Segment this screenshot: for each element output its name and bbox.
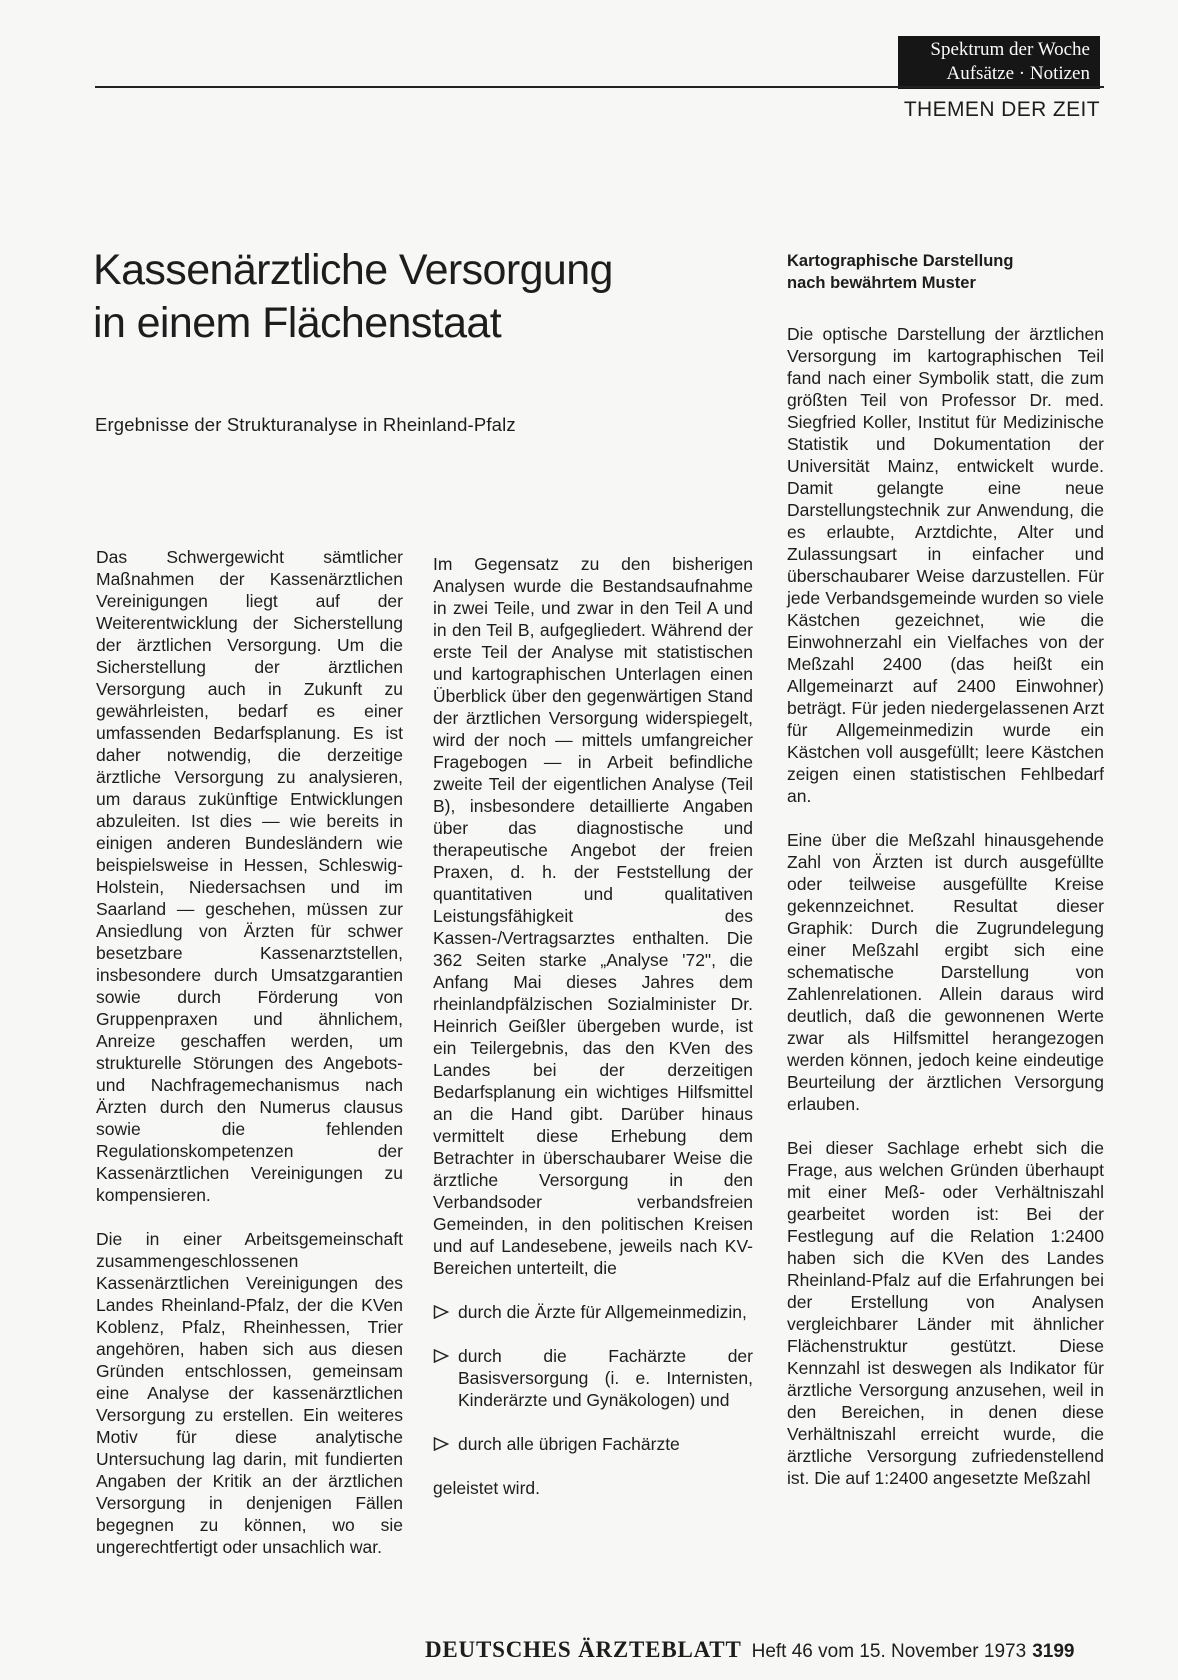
paragraph: Das Schwergewicht sämtlicher Maßnahmen der Kassenärztlichen Vereinigungen liegt auf der Weiterentwicklung der Sicherstellung der ärztlichen Versorgung. Um die Sicherstellung der ärztlichen Versorgung auch in Zukunft zu gewährleisten, bedarf es einer umfassenden Bedarfsplanung. Es ist daher notwendig, die derzeitige ärztliche Versorgung zu analysieren, um daraus zukünftige Entwicklungen abzuleiten. Ist dies — wie bereits in einigen anderen Bundesländern wie beispielsweise in Hessen, Schleswig-Holstein, Niedersachsen und im Saarland — geschehen, müssen zur Ansiedlung von Ärzten für schwer besetzbare Kassenarztstellen, insbesondere durch Umsatzgarantien sowie durch Förderung von Gruppenpraxen und ähnlichem, Anreize geschaffen werden, um strukturelle Störungen des Angebots- und Nachfragemechanismus nach Ärzten durch den Numerus clausus sowie die fehlenden Regulationskompetenzen der Kassenärztlichen Vereinigungen zu kompensieren. (96, 547, 403, 1205)
bullet-text: durch die Ärzte für Allgemeinmedizin, (458, 1302, 747, 1322)
paragraph: Im Gegensatz zu den bisherigen Analysen wurde die Bestandsaufnahme in zwei Teile, und zwar in den Teil A und in den Teil B, aufgegliedert. Während der erste Teil der Analyse mit statistischen und kartographischen Unterlagen einen Überblick über den gegenwärtigen Stand der ärztlichen Versorgung widerspiegelt, wird der noch — mittels umfangreicher Fragebogen — in Arbeit befindliche zweite Teil der eigentlichen Analyse (Teil B), insbesondere detaillierte Angaben über das diagnostische und therapeutische Angebot der freien Praxen, d. h. der Feststellung der quantitativen und qualitativen Leistungsfähigkeit des Kassen-/Vertragsarztes enthalten. Die 362 Seiten starke „Analyse '72", die Anfang Mai dieses Jahres dem rheinlandpfälzischen Sozialminister Dr. Heinrich Geißler übergeben wurde, ist ein Teilergebnis, das den KVen des Landes bei der derzeitigen Bedarfsplanung ein wichtiges Hilfsmittel an die Hand gibt. Darüber hinaus vermittelt diese Erhebung dem Betrachter in überschaubarer Weise die ärztliche Versorgung in den Verbandsoder verbandsfreien Gemeinden, in den politischen Kreisen und auf Landesebene, jeweils nach KV-Bereichen unterteilt, die (433, 554, 753, 1278)
issue-info: Heft 46 vom 15. November 1973 (751, 1641, 1027, 1662)
section-label-line1: Spektrum der Woche (930, 39, 1090, 60)
bullet-text: durch alle übrigen Fachärzte (458, 1434, 680, 1454)
text-column-3 (787, 323, 1104, 1489)
bullet-text: durch die Fachärzte der Basisversorgung (i. e. Internisten, Kinderärzte und Gynäkologen) und (458, 1346, 753, 1410)
paragraph: Die in einer Arbeitsgemeinschaft zusammengeschlossenen Kassenärztlichen Vereinigungen des Landes Rheinland-Pfalz, der die KVen Koblenz, Pfalz, Rheinhessen, Trier angehören, haben sich aus diesen Gründen entschlossen, gemeinsam eine Analyse der kassenärztlichen Versorgung zu erstellen. Ein weiteres Motiv für diese analytische Untersuchung lag darin, mit fundierten Angaben der Kritik an der ärztlichen Versorgung in denjenigen Fällen begegnen zu können, wo sie ungerechtfertigt oder unsachlich war. (96, 1229, 403, 1557)
header-rule (95, 86, 1104, 88)
column-subheading (787, 250, 1107, 294)
article-title (93, 244, 733, 350)
triangle-bullet-icon (433, 1433, 458, 1451)
article-title-line2: in einem Flächenstaat (93, 299, 502, 347)
journal-name: DEUTSCHES ÄRZTEBLATT (425, 1637, 742, 1662)
topic-heading: THEMEN DER ZEIT (903, 98, 1100, 121)
paragraph: Die optische Darstellung der ärztlichen Versorgung im kartographischen Teil fand nach einer Symbolik statt, die zum größten Teil von Professor Dr. med. Siegfried Koller, Institut für Medizinische Statistik und Dokumentation der Universität Mainz, entwickelt wurde. Damit gelangte eine neue Darstellungstechnik zur Anwendung, die es erlaubte, Arztdichte, Alter und Zulassungsart in einfacher und überschaubarer Weise darzustellen. Für jede Verbandsgemeinde wurden so viele Kästchen gezeichnet, wie die Einwohnerzahl ein Vielfaches von der Meßzahl 2400 (das heißt ein Allgemeinarzt auf 2400 Einwohner) beträgt. Für jeden niedergelassenen Arzt für Allgemeinmedizin wurde ein Kästchen voll ausgefüllt; leere Kästchen zeigen einen statistischen Fehlbedarf an. (787, 324, 1104, 806)
paragraph: Bei dieser Sachlage erhebt sich die Frage, aus welchen Gründen überhaupt mit einer Meß- oder Verhältniszahl gearbeitet worden ist: Bei der Festlegung auf die Relation 1:2400 haben sich die KVen des Landes Rheinland-Pfalz auf die Erfahrungen bei der Erstellung von Analysen vergleichbarer Länder mit ähnlicher Flächenstruktur gestützt. Diese Kennzahl ist deswegen als Indikator für ärztliche Versorgung anzusehen, weil in den Bereichen, in denen diese Verhältniszahl erreicht wurde, die ärztliche Versorgung zufriedenstellend ist. Die auf 1:2400 angesetzte Meßzahl (787, 1138, 1104, 1488)
bullet-item (433, 1345, 753, 1411)
column-subheading-line1: Kartographische Darstellung (787, 252, 1014, 270)
triangle-bullet-icon (433, 1345, 458, 1363)
text-column-1 (96, 546, 403, 1558)
section-label-box (898, 36, 1100, 89)
closing-line: geleistet wird. (433, 1478, 540, 1498)
column-subheading-line2: nach bewährtem Muster (787, 274, 976, 292)
page-footer (425, 1637, 1074, 1663)
bullet-item (433, 1433, 753, 1455)
article-title-line1: Kassenärztliche Versorgung (93, 246, 613, 294)
section-label-line2: Aufsätze · Notizen (946, 63, 1090, 84)
text-column-2 (433, 553, 753, 1499)
paragraph: Eine über die Meßzahl hinausgehende Zahl von Ärzten ist durch ausgefüllte oder teilweise ausgefüllte Kreise gekennzeichnet. Resultat dieser Graphik: Durch die Zugrundelegung einer Meßzahl ergibt sich eine schematische Darstellung von Zahlenrelationen. Allein daraus wird deutlich, daß die gewonnenen Werte zwar als Hilfsmittel herangezogen werden können, jedoch keine eindeutige Beurteilung der ärztlichen Versorgung erlauben. (787, 830, 1104, 1114)
article-subtitle: Ergebnisse der Strukturanalyse in Rheinland-Pfalz (95, 414, 516, 435)
bullet-item (433, 1301, 753, 1323)
triangle-bullet-icon (433, 1301, 458, 1319)
page-number: 3199 (1032, 1641, 1075, 1662)
